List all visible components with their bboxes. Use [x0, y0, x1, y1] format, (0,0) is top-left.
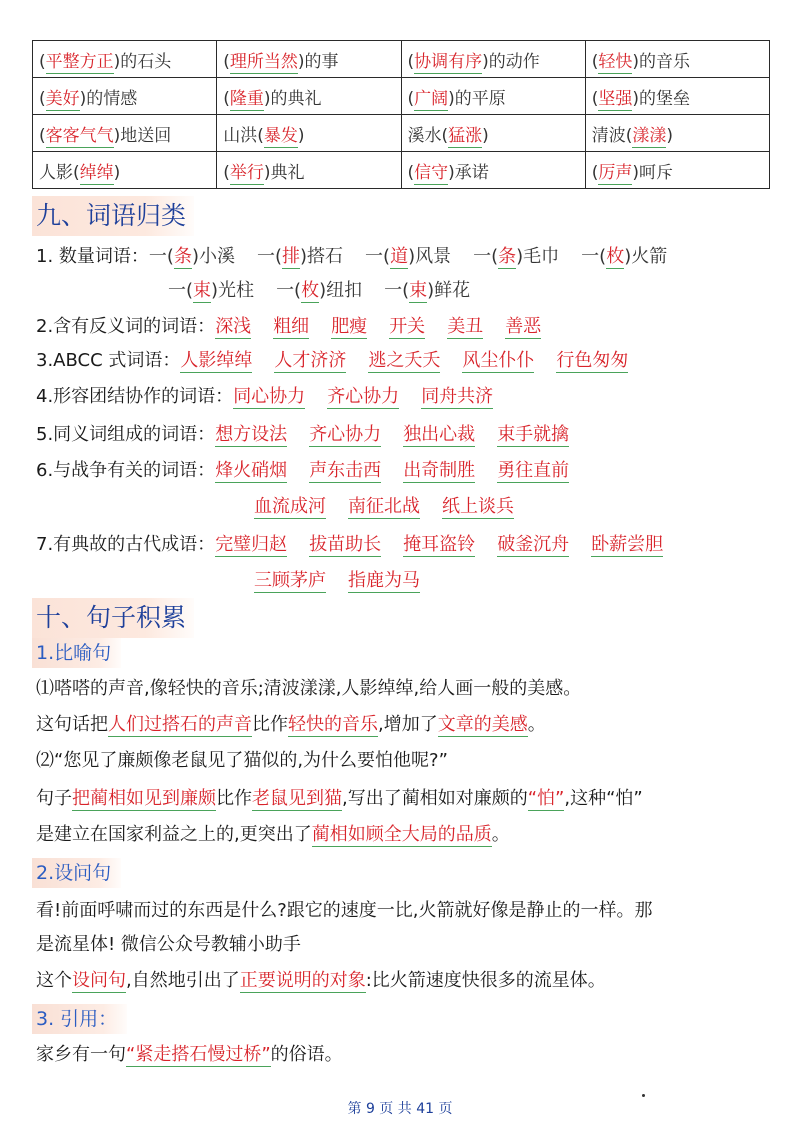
cell-suffix: )火箭 — [624, 246, 668, 267]
cell-answer: 绰绰 — [79, 162, 114, 183]
cell-suffix: )的典礼 — [263, 88, 322, 109]
measure-item — [257, 246, 343, 267]
cell-prefix: ( — [591, 51, 599, 72]
q1-row1 — [36, 240, 689, 274]
measure-item — [365, 246, 451, 267]
cell-answer: 坚强 — [598, 88, 633, 109]
cell-answer: 暴发 — [263, 125, 298, 146]
cell-answer: 隆重 — [229, 88, 264, 109]
answer-word: 逃之夭夭 — [368, 350, 441, 371]
metaphor-sentence-1: ⑴嗒嗒的声音,像轻快的音乐;清波漾漾,人影绰绰,给人画一般的美感。 — [36, 678, 582, 699]
cell-suffix: )承诺 — [448, 162, 489, 183]
answer-word: 独出心裁 — [403, 424, 476, 445]
cell-prefix: ( — [407, 51, 415, 72]
table-cell — [217, 41, 401, 78]
cell-prefix: 溪水( — [407, 125, 449, 146]
cell-prefix: 一( — [365, 246, 391, 267]
cell-prefix: 一( — [168, 280, 194, 301]
subsection-metaphor: 1.比喻句 — [32, 638, 121, 668]
answer-word: 人影绰绰 — [180, 350, 253, 371]
q5-line — [36, 418, 591, 452]
table-cell — [585, 41, 769, 78]
rq-sentence-1: 看!前面呼啸而过的东西是什么?跟它的速度一比,火箭就好像是静止的一样。那 — [36, 900, 653, 921]
cell-prefix: 清波( — [591, 125, 633, 146]
cell-answer: 协调有序 — [414, 51, 483, 72]
answer-word: 声东击西 — [309, 460, 382, 481]
cell-prefix: 山洪( — [223, 125, 264, 146]
q6-label: 6.与战争有关的词语： — [36, 460, 216, 481]
table-row — [33, 115, 770, 152]
cell-prefix: ( — [39, 88, 46, 109]
answer-word: 齐心协力 — [327, 386, 400, 407]
cell-answer: 厉声 — [598, 162, 633, 183]
q2-line — [36, 310, 563, 344]
cell-suffix: )典礼 — [263, 162, 305, 183]
answer-word: 深浅 — [215, 316, 252, 337]
cell-suffix: )的事 — [297, 51, 339, 72]
answer-word: 粗细 — [273, 316, 310, 337]
answer-word: 想方设法 — [215, 424, 288, 445]
answer-word: 纸上谈兵 — [442, 496, 514, 517]
q6-row2 — [254, 490, 536, 524]
measure-item — [276, 280, 362, 301]
q4-label: 4.形容团结协作的词语： — [36, 386, 234, 407]
stray-dot — [642, 1094, 645, 1097]
table-cell — [33, 152, 217, 189]
metaphor-analysis-2b: 是建立在国家利益之上的,更突出了蔺相如顾全大局的品质。 — [36, 824, 510, 845]
cell-prefix: ( — [591, 162, 599, 183]
cell-suffix: )的情感 — [79, 88, 138, 109]
cell-prefix: 一( — [276, 280, 302, 301]
metaphor-analysis-2a: 句子把蔺相如见到廉颇比作老鼠见到猫,写出了蔺相如对廉颇的“怕”,这种“怕” — [36, 788, 643, 809]
cell-answer: 枚 — [606, 246, 625, 267]
table-cell — [401, 152, 585, 189]
answer-word: 齐心协力 — [309, 424, 382, 445]
cell-prefix: ( — [223, 88, 230, 109]
cell-suffix: )地送回 — [113, 125, 172, 146]
cell-answer: 理所当然 — [229, 51, 298, 72]
table-row — [33, 152, 770, 189]
measure-item — [168, 280, 254, 301]
answer-word: 勇往直前 — [497, 460, 570, 481]
answer-word: 出奇制胜 — [403, 460, 476, 481]
cell-suffix: )搭石 — [300, 246, 344, 267]
cell-suffix: )的石头 — [113, 51, 172, 72]
section-10-heading: 十、句子积累 — [32, 598, 194, 638]
cell-prefix: 一( — [148, 246, 174, 267]
answer-word: 肥瘦 — [331, 316, 368, 337]
table-cell — [33, 78, 217, 115]
cell-suffix: )的音乐 — [632, 51, 691, 72]
table-row — [33, 41, 770, 78]
q1-row2 — [168, 274, 492, 308]
answer-word: 开关 — [389, 316, 426, 337]
table-cell — [33, 41, 217, 78]
table-cell — [217, 115, 401, 152]
answer-word: 完璧归赵 — [215, 534, 288, 555]
answer-word: 行色匆匆 — [556, 350, 629, 371]
cell-answer: 广阔 — [414, 88, 449, 109]
cell-answer: 枚 — [301, 280, 320, 301]
cell-answer: 信守 — [414, 162, 449, 183]
q3-label: 3.ABCC 式词语： — [36, 350, 181, 371]
table-cell — [585, 115, 769, 152]
answer-word: 烽火硝烟 — [215, 460, 288, 481]
cell-prefix: 一( — [384, 280, 410, 301]
cell-prefix: 人影( — [39, 162, 80, 183]
measure-item — [473, 246, 559, 267]
cell-suffix: ) — [482, 125, 489, 146]
table-cell — [401, 78, 585, 115]
cell-answer: 排 — [282, 246, 300, 267]
cell-prefix: 一( — [581, 246, 607, 267]
page-footer: 第 9 页 共 41 页 — [347, 1101, 453, 1117]
cell-answer: 轻快 — [598, 51, 633, 72]
cell-suffix: )小溪 — [191, 246, 235, 267]
metaphor-sentence-2: ⑵“您见了廉颇像老鼠见了猫似的,为什么要怕他呢?” — [36, 750, 448, 771]
cell-suffix: ) — [297, 125, 305, 146]
cell-prefix: ( — [591, 88, 599, 109]
cell-answer: 平整方正 — [45, 51, 114, 72]
answer-word: 束手就擒 — [497, 424, 570, 445]
cell-suffix: )呵斥 — [632, 162, 674, 183]
cell-answer: 束 — [409, 280, 428, 301]
q2-label: 2.含有反义词的词语： — [36, 316, 216, 337]
cell-prefix: ( — [223, 51, 230, 72]
cell-answer: 漾漾 — [632, 125, 667, 146]
cell-prefix: ( — [407, 162, 415, 183]
answer-word: 三顾茅庐 — [254, 570, 326, 591]
rq-sentence-2: 是流星体! 微信公众号教辅小助手 — [36, 934, 301, 955]
measure-item — [581, 246, 667, 267]
cell-answer: 客客气气 — [45, 125, 114, 146]
cell-answer: 举行 — [229, 162, 264, 183]
answer-word: 掩耳盗铃 — [403, 534, 476, 555]
answer-word: 同舟共济 — [421, 386, 494, 407]
answer-word: 拔苗助长 — [309, 534, 382, 555]
cell-prefix: 一( — [473, 246, 499, 267]
cell-answer: 道 — [390, 246, 409, 267]
table-cell — [585, 78, 769, 115]
q1-label: 1. 数量词语： — [36, 246, 149, 267]
q7-row1 — [36, 528, 685, 562]
cell-suffix: )光柱 — [211, 280, 255, 301]
answer-word: 破釜沉舟 — [497, 534, 570, 555]
q7-row2 — [254, 564, 442, 598]
cell-answer: 猛涨 — [448, 125, 483, 146]
cell-suffix: )的堡垒 — [632, 88, 691, 109]
subsection-quotation: 3. 引用： — [32, 1004, 127, 1034]
cell-answer: 条 — [498, 246, 517, 267]
table-cell — [33, 115, 217, 152]
measure-item — [149, 246, 235, 267]
cell-prefix: 一( — [256, 246, 282, 267]
q3-line — [36, 344, 650, 378]
cell-prefix: ( — [223, 162, 230, 183]
answer-word: 南征北战 — [348, 496, 420, 517]
table-cell — [401, 41, 585, 78]
table-row — [33, 78, 770, 115]
cell-prefix: ( — [407, 88, 415, 109]
cell-prefix: ( — [39, 125, 46, 146]
cell-suffix: )的平原 — [448, 88, 506, 109]
q6-row1 — [36, 454, 591, 488]
answer-word: 指鹿为马 — [348, 570, 420, 591]
cell-suffix: )风景 — [408, 246, 452, 267]
answer-word: 同心协力 — [233, 386, 306, 407]
cell-answer: 条 — [173, 246, 192, 267]
rq-analysis: 这个设问句,自然地引出了正要说明的对象:比火箭速度快很多的流星体。 — [36, 970, 606, 991]
table-cell — [217, 152, 401, 189]
cell-prefix: ( — [39, 51, 46, 72]
vocab-table — [32, 40, 770, 189]
q7-label: 7.有典故的古代成语： — [36, 534, 216, 555]
metaphor-analysis-1: 这句话把人们过搭石的声音比作轻快的音乐,增加了文章的美感。 — [36, 714, 546, 735]
table-cell — [217, 78, 401, 115]
cell-suffix: )毛巾 — [516, 246, 560, 267]
answer-word: 人才济济 — [274, 350, 347, 371]
cell-suffix: ) — [666, 125, 674, 146]
answer-word: 血流成河 — [254, 496, 326, 517]
cell-suffix: )的动作 — [482, 51, 540, 72]
quotation-sentence: 家乡有一句“紧走搭石慢过桥”的俗语。 — [36, 1044, 343, 1065]
q4-line — [36, 380, 515, 414]
cell-suffix: )鲜花 — [427, 280, 471, 301]
cell-answer: 美好 — [45, 88, 80, 109]
cell-suffix: )纽扣 — [319, 280, 363, 301]
cell-answer: 束 — [193, 280, 212, 301]
q5-label: 5.同义词组成的词语： — [36, 424, 216, 445]
cell-suffix: ) — [113, 162, 121, 183]
answer-word: 美丑 — [447, 316, 484, 337]
answer-word: 善恶 — [505, 316, 542, 337]
subsection-rhetorical-question: 2.设问句 — [32, 858, 121, 888]
answer-word: 卧薪尝胆 — [591, 534, 664, 555]
table-cell — [401, 115, 585, 152]
answer-word: 风尘仆仆 — [462, 350, 535, 371]
section-9-heading: 九、词语归类 — [32, 196, 194, 236]
table-cell — [585, 152, 769, 189]
measure-item — [384, 280, 470, 301]
